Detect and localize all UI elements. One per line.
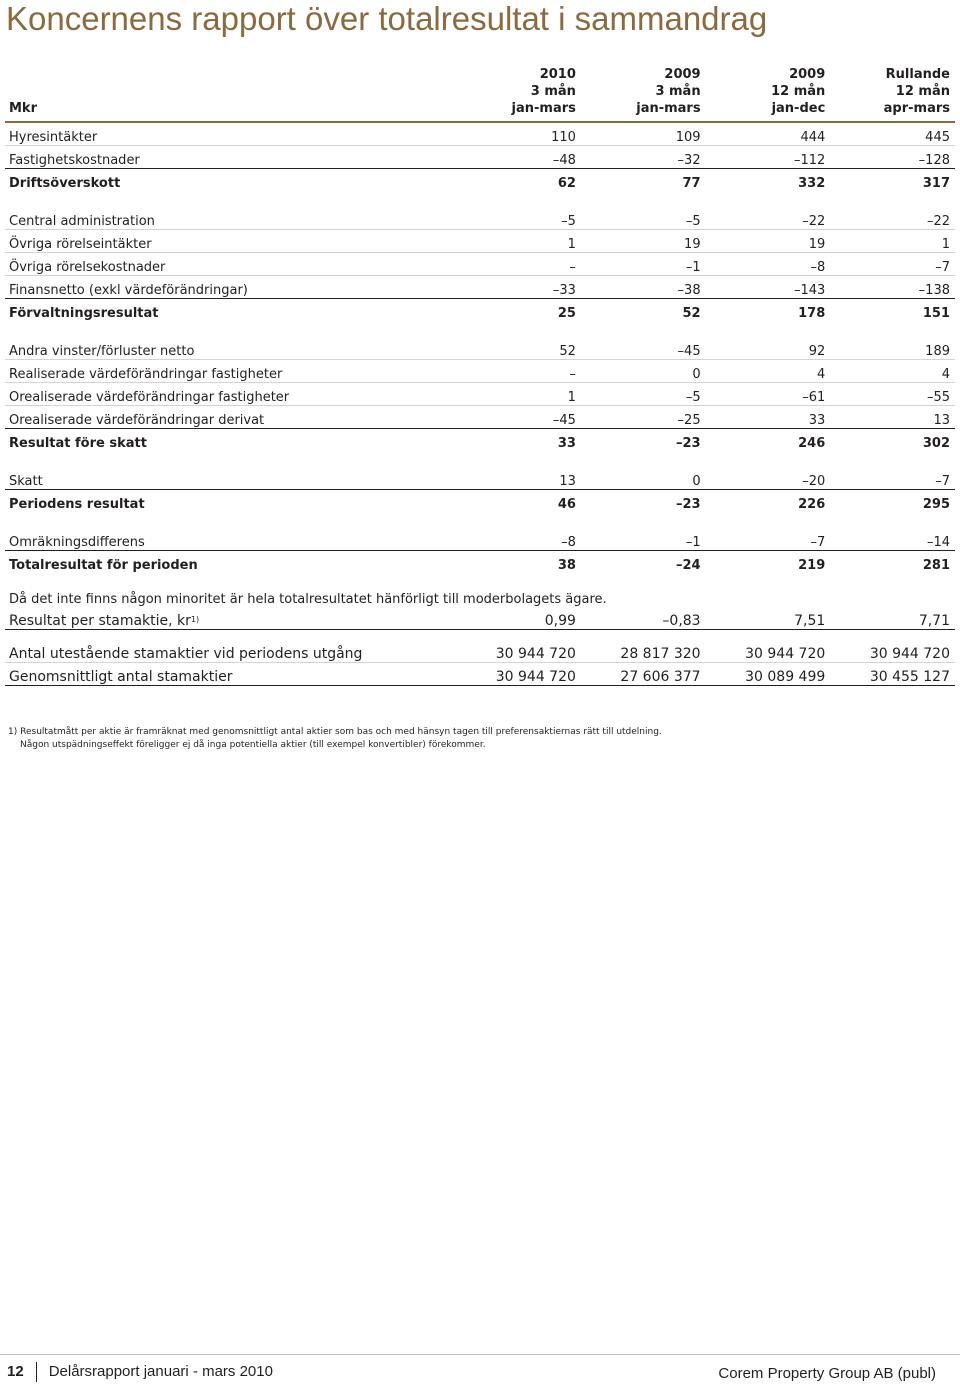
row-value: –138 xyxy=(918,283,950,298)
row-value: 444 xyxy=(706,122,831,146)
row-value: –61 xyxy=(706,383,831,406)
header-col: Rullande 12 mån apr-mars xyxy=(830,66,955,122)
row-value: 151 xyxy=(830,299,955,322)
row-value: 30 944 720 xyxy=(456,663,581,686)
header-col: 2009 3 mån jan-mars xyxy=(581,66,706,122)
report-name: Delårsrapport januari - mars 2010 xyxy=(48,1362,273,1380)
row-value: 27 606 377 xyxy=(581,663,706,686)
row-label: Resultat före skatt xyxy=(5,429,456,452)
row-value: –5 xyxy=(581,383,706,406)
row-label: Skatt xyxy=(9,474,43,489)
row-value: –23 xyxy=(581,429,706,452)
row-label: Periodens resultat xyxy=(5,490,456,513)
row-value: –5 xyxy=(456,207,581,230)
row-label: Genomsnittligt antal stamaktier xyxy=(5,663,456,686)
table-row xyxy=(5,383,955,406)
row-label: Orealiserade värdeförändringar fastigheter xyxy=(5,383,456,406)
row-value: –33 xyxy=(552,283,576,298)
row-value: – xyxy=(456,360,581,383)
row-value: 1 xyxy=(456,383,581,406)
row-value: –8 xyxy=(561,535,576,550)
row-value: –0,83 xyxy=(581,607,706,630)
row-value: –1 xyxy=(685,535,701,550)
row-value: 38 xyxy=(456,551,581,574)
row-value: –1 xyxy=(581,253,706,276)
table-row xyxy=(5,551,955,574)
table-row xyxy=(5,467,955,490)
table-row xyxy=(5,207,955,230)
row-value: 317 xyxy=(830,169,955,192)
table-row xyxy=(5,169,955,192)
footnote-line-2: Någon utspädningseffekt föreligger ej då inga potentiella aktier (till exempel konvertibler) förekommer. xyxy=(20,740,486,750)
table-header xyxy=(5,66,955,122)
row-value: –38 xyxy=(677,283,701,298)
row-value: 0 xyxy=(581,360,706,383)
footnote-line-1: Resultatmått per aktie är framräknat med genomsnittligt antal aktier som bas och med hänsyn tagen till preferensaktiernas rätt till utdelning. xyxy=(20,727,662,737)
row-label: Övriga rörelseintäkter xyxy=(5,230,456,253)
row-value: 46 xyxy=(456,490,581,513)
row-value: 30 944 720 xyxy=(706,640,831,663)
row-label: Andra vinster/förluster netto xyxy=(5,337,456,360)
row-value: –22 xyxy=(830,207,955,230)
row-value: –7 xyxy=(830,253,955,276)
row-value: –8 xyxy=(706,253,831,276)
row-value: –112 xyxy=(793,153,826,168)
row-value: 7,71 xyxy=(830,607,955,630)
row-value: 0,99 xyxy=(456,607,581,630)
footnote-ref: 1) xyxy=(190,615,200,624)
row-label: Hyresintäkter xyxy=(5,122,456,146)
row-value: 13 xyxy=(933,413,950,428)
row-value: 4 xyxy=(830,360,955,383)
table-row xyxy=(5,607,955,630)
row-value: 92 xyxy=(706,337,831,360)
row-value: 30 944 720 xyxy=(830,640,955,663)
header-col: 2009 12 mån jan-dec xyxy=(706,66,831,122)
row-value: 62 xyxy=(456,169,581,192)
row-value: 30 944 720 xyxy=(456,640,581,663)
row-value: 4 xyxy=(706,360,831,383)
row-label: Finansnetto (exkl värdeförändringar) xyxy=(9,283,248,298)
row-value: 246 xyxy=(706,429,831,452)
table-row xyxy=(5,122,955,146)
row-label: Totalresultat för perioden xyxy=(5,551,456,574)
row-value: 30 455 127 xyxy=(830,663,955,686)
table-row xyxy=(5,640,955,663)
row-value: 445 xyxy=(830,122,955,146)
row-value: 281 xyxy=(830,551,955,574)
row-label: Central administration xyxy=(5,207,456,230)
row-value: 33 xyxy=(808,413,826,428)
table-row xyxy=(5,490,955,513)
row-label: Resultat per stamaktie, $kr^{1)}$ xyxy=(5,607,456,630)
minority-note: Då det inte finns någon minoritet är hela totalresultatet hänförligt till moderbolagets ägare. xyxy=(9,592,607,607)
row-value: –20 xyxy=(802,474,826,489)
footer-divider xyxy=(0,1354,960,1355)
row-value: 302 xyxy=(830,429,955,452)
row-value: 219 xyxy=(706,551,831,574)
table-row xyxy=(5,528,955,551)
row-value: –14 xyxy=(926,535,950,550)
page-title: Koncernens rapport över totalresultat i sammandrag xyxy=(6,0,768,37)
row-value: –5 xyxy=(581,207,706,230)
row-value: –45 xyxy=(552,413,576,428)
row-value: –55 xyxy=(830,383,955,406)
row-value: –22 xyxy=(706,207,831,230)
table-row xyxy=(5,429,955,452)
row-label: Omräkningsdifferens xyxy=(9,535,145,550)
table-row xyxy=(5,360,955,383)
row-value: –7 xyxy=(810,535,826,550)
row-value: 13 xyxy=(559,474,576,489)
row-value: 295 xyxy=(830,490,955,513)
company-name: Corem Property Group AB (publ) xyxy=(718,1365,936,1382)
row-value: 19 xyxy=(581,230,706,253)
row-label: Orealiserade värdeförändringar derivat xyxy=(9,413,265,428)
row-value: –7 xyxy=(935,474,950,489)
row-value: 226 xyxy=(706,490,831,513)
row-label: Övriga rörelsekostnader xyxy=(5,253,456,276)
table-row xyxy=(5,276,955,299)
row-label: Realiserade värdeförändringar fastigheter xyxy=(5,360,456,383)
row-value: –32 xyxy=(677,153,701,168)
row-value: 19 xyxy=(706,230,831,253)
row-value: –23 xyxy=(581,490,706,513)
row-value: –143 xyxy=(793,283,826,298)
row-value: 178 xyxy=(706,299,831,322)
row-value: 110 xyxy=(456,122,581,146)
page-number: 12 xyxy=(7,1362,24,1380)
row-value: 109 xyxy=(581,122,706,146)
row-label: Antal utestående stamaktier vid periodens utgång xyxy=(5,640,456,663)
income-statement-table xyxy=(5,66,955,686)
row-value: 0 xyxy=(692,474,701,489)
row-value: 1 xyxy=(830,230,955,253)
row-value: 332 xyxy=(706,169,831,192)
footer-left xyxy=(7,1362,273,1382)
row-value: 189 xyxy=(830,337,955,360)
row-value: 33 xyxy=(456,429,581,452)
row-value: –25 xyxy=(677,413,701,428)
row-value: 52 xyxy=(581,299,706,322)
row-label: Förvaltningsresultat xyxy=(5,299,456,322)
row-value: 7,51 xyxy=(706,607,831,630)
row-value: 52 xyxy=(456,337,581,360)
header-col: 2010 3 mån jan-mars xyxy=(456,66,581,122)
footnote: 1) Resultatmått per aktie är framräknat med genomsnittligt antal aktier som bas och med hänsyn tagen till preferensaktiernas rätt till utdelning. Någon utspädningseffekt föreligger ej då inga potentiella aktier (till exempel konvertibler) förekommer. xyxy=(8,727,662,750)
table-row xyxy=(5,230,955,253)
row-value: 30 089 499 xyxy=(706,663,831,686)
row-value: – xyxy=(456,253,581,276)
row-label: Fastighetskostnader xyxy=(9,153,140,168)
row-value: 77 xyxy=(581,169,706,192)
row-value: –45 xyxy=(581,337,706,360)
row-value: 28 817 320 xyxy=(581,640,706,663)
header-label: Mkr xyxy=(5,66,456,122)
table-row xyxy=(5,146,955,169)
table-row xyxy=(5,299,955,322)
table-row xyxy=(5,663,955,686)
row-value: –128 xyxy=(918,153,950,168)
row-value: –48 xyxy=(552,153,576,168)
row-label: Driftsöverskott xyxy=(5,169,456,192)
table-row xyxy=(5,406,955,429)
row-value: 1 xyxy=(456,230,581,253)
row-value: –24 xyxy=(581,551,706,574)
table-row xyxy=(5,253,955,276)
table-row xyxy=(5,337,955,360)
footer-separator xyxy=(36,1362,37,1382)
row-value: 25 xyxy=(456,299,581,322)
